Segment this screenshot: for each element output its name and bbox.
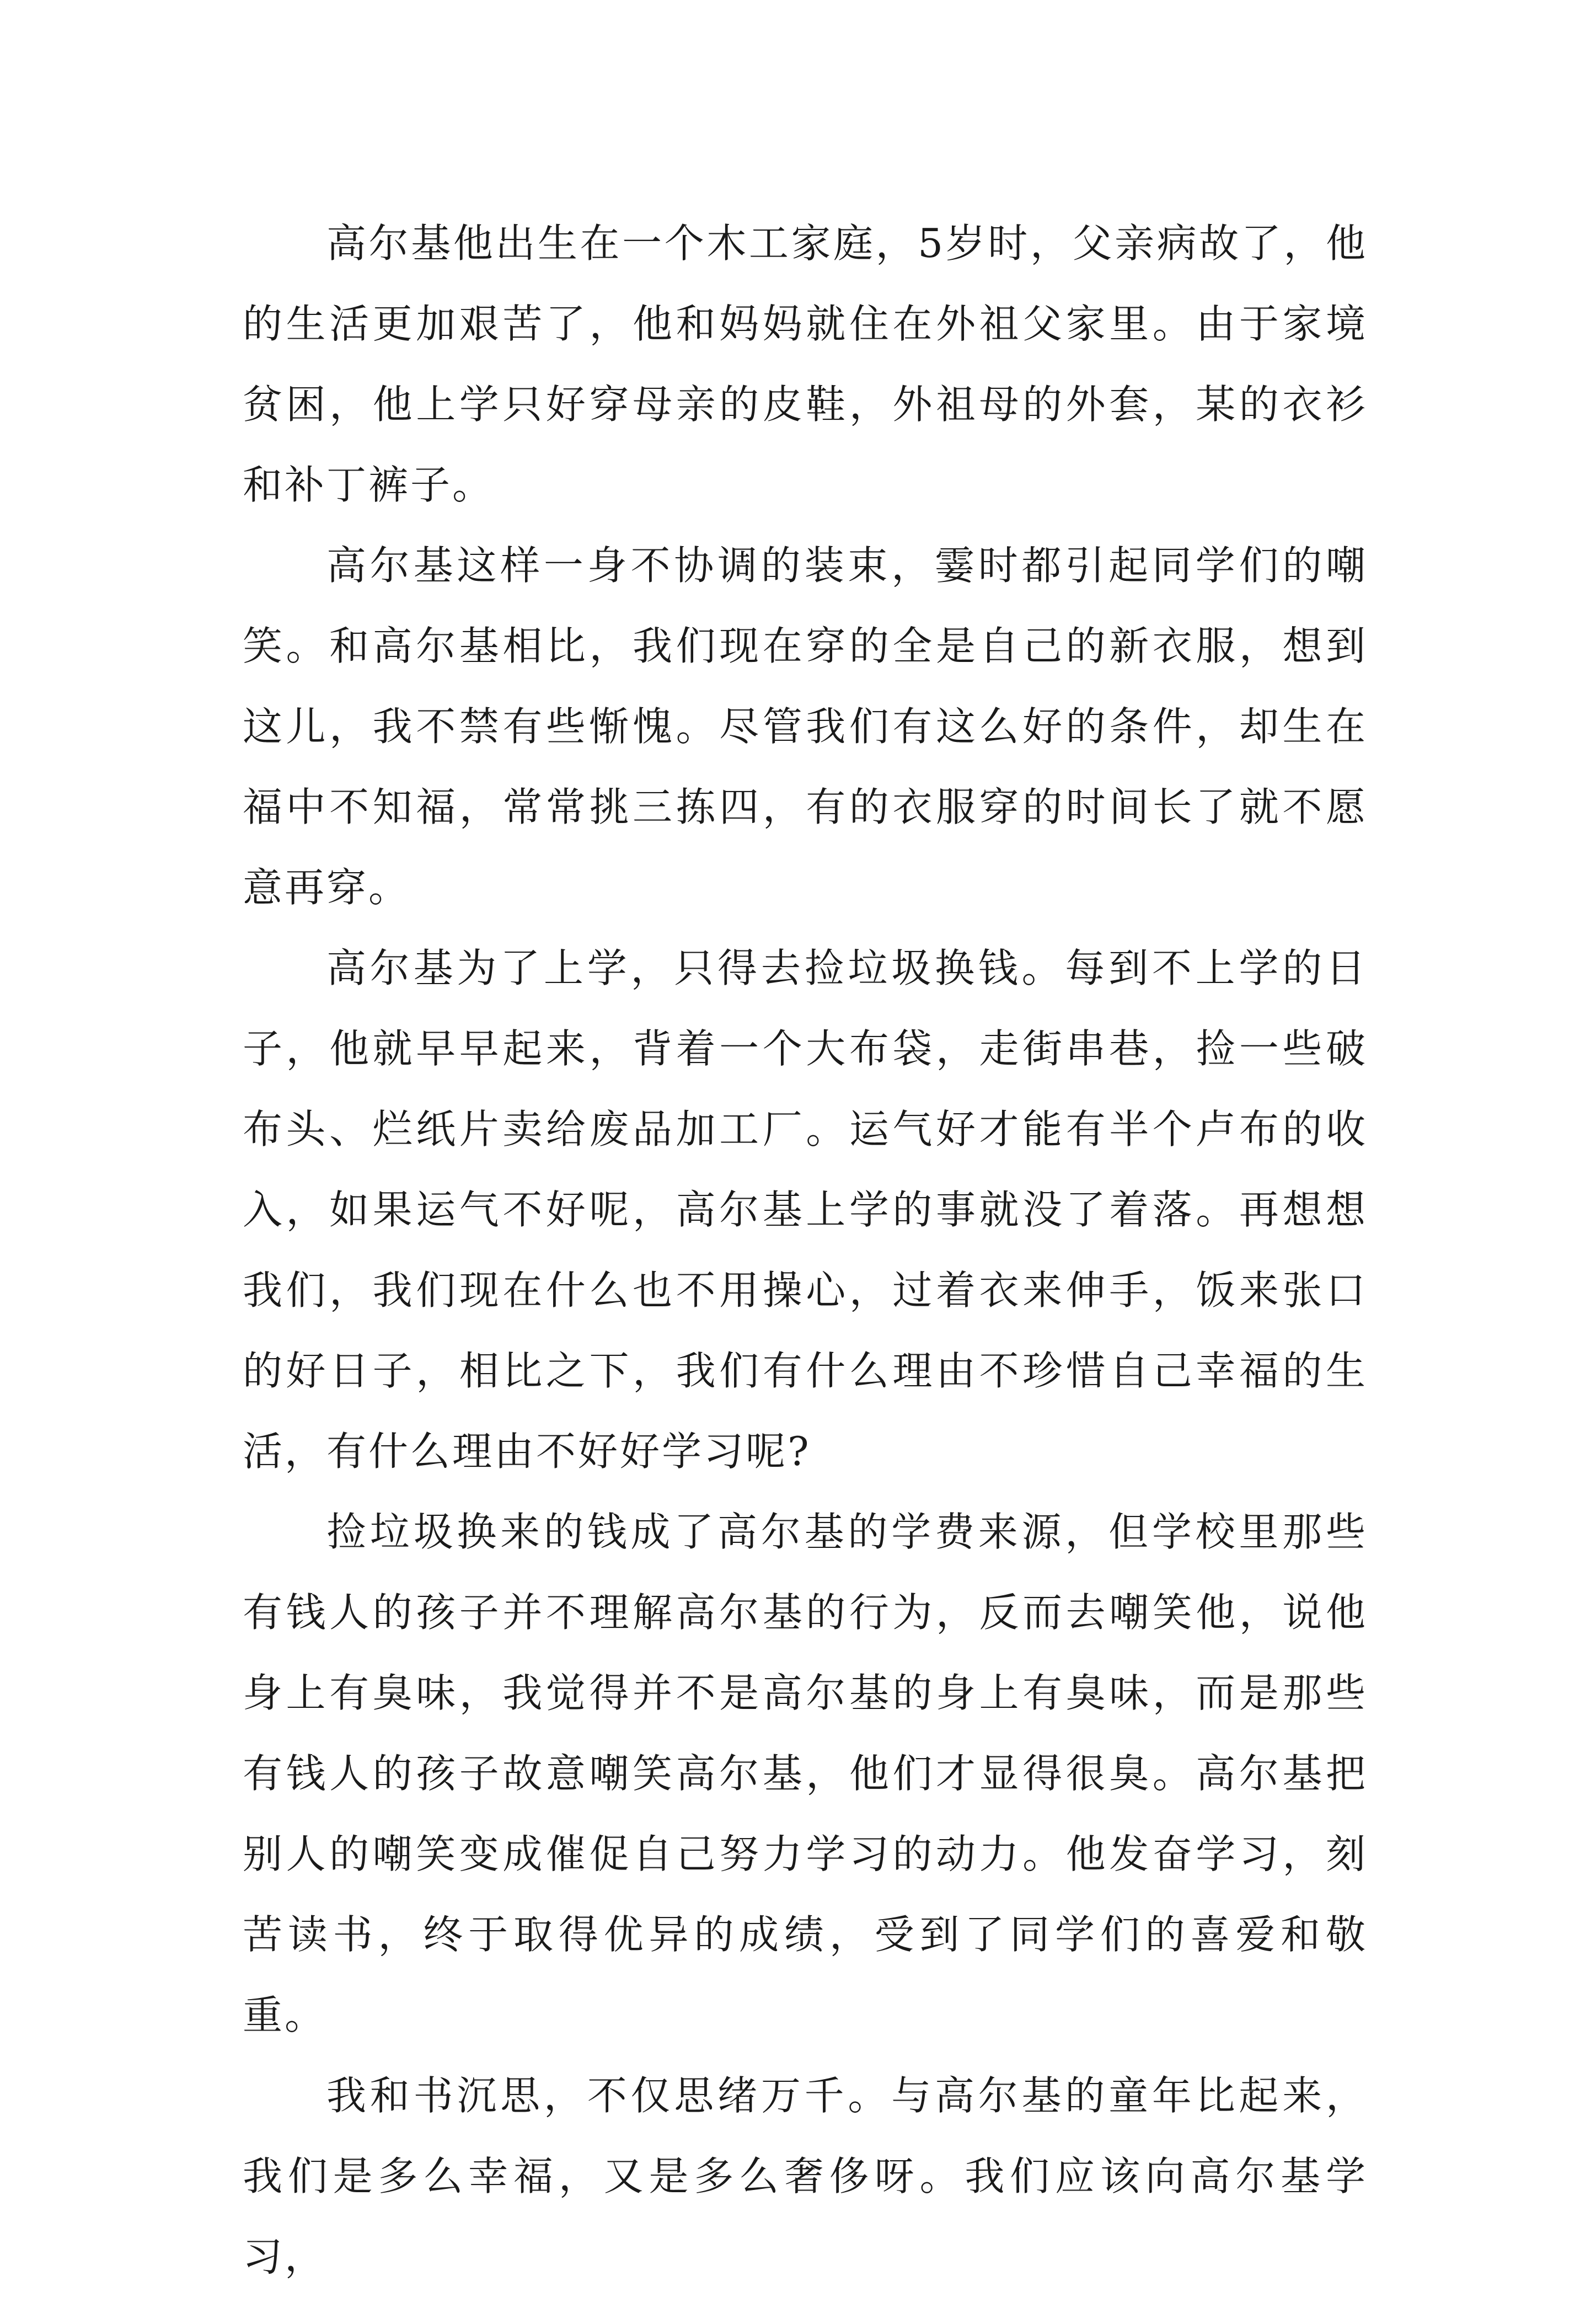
essay-body: [243, 203, 1368, 2297]
paragraph-3: 高尔基为了上学，只得去捡垃圾换钱。每到不上学的日子，他就早早起来，背着一个大布袋，走街串巷，捡一些破布头、烂纸片卖给废品加工厂。运气好才能有半个卢布的收入，如果运气不好呢，高尔基上学的事就没了着落。再想想我们，我们现在什么也不用操心，过着衣来伸手，饭来张口的好日子，相比之下，我们有什么理由不珍惜自己幸福的生活，有什么理由不好好学习呢?: [243, 945, 1368, 1475]
paragraph-1: 高尔基他出生在一个木工家庭，5岁时，父亲病故了，他的生活更加艰苦了，他和妈妈就住在外祖父家里。由于家境贫困，他上学只好穿母亲的皮鞋，外祖母的外套，某的衣衫和补丁裤子。: [243, 220, 1368, 508]
paragraph-2: 高尔基这样一身不协调的装束，霎时都引起同学们的嘲笑。和高尔基相比，我们现在穿的全是自己的新衣服，想到这儿，我不禁有些惭愧。尽管我们有这么好的条件，却生在福中不知福，常常挑三拣四，有的衣服穿的时间长了就不愿意再穿。: [243, 542, 1368, 911]
paragraph-4: 捡垃圾换来的钱成了高尔基的学费来源，但学校里那些有钱人的孩子并不理解高尔基的行为，反而去嘲笑他，说他身上有臭味，我觉得并不是高尔基的身上有臭味，而是那些有钱人的孩子故意嘲笑高尔基，他们才显得很臭。高尔基把别人的嘲笑变成催促自己努力学习的动力。他发奋学习，刻苦读书，终于取得优异的成绩，受到了同学们的喜爱和敬重。: [243, 1509, 1368, 2038]
paragraph-5: 我和书沉思，不仅思绪万千。与高尔基的童年比起来，我们是多么幸福，又是多么奢侈呀。我们应该向高尔基学习，: [243, 2072, 1368, 2280]
